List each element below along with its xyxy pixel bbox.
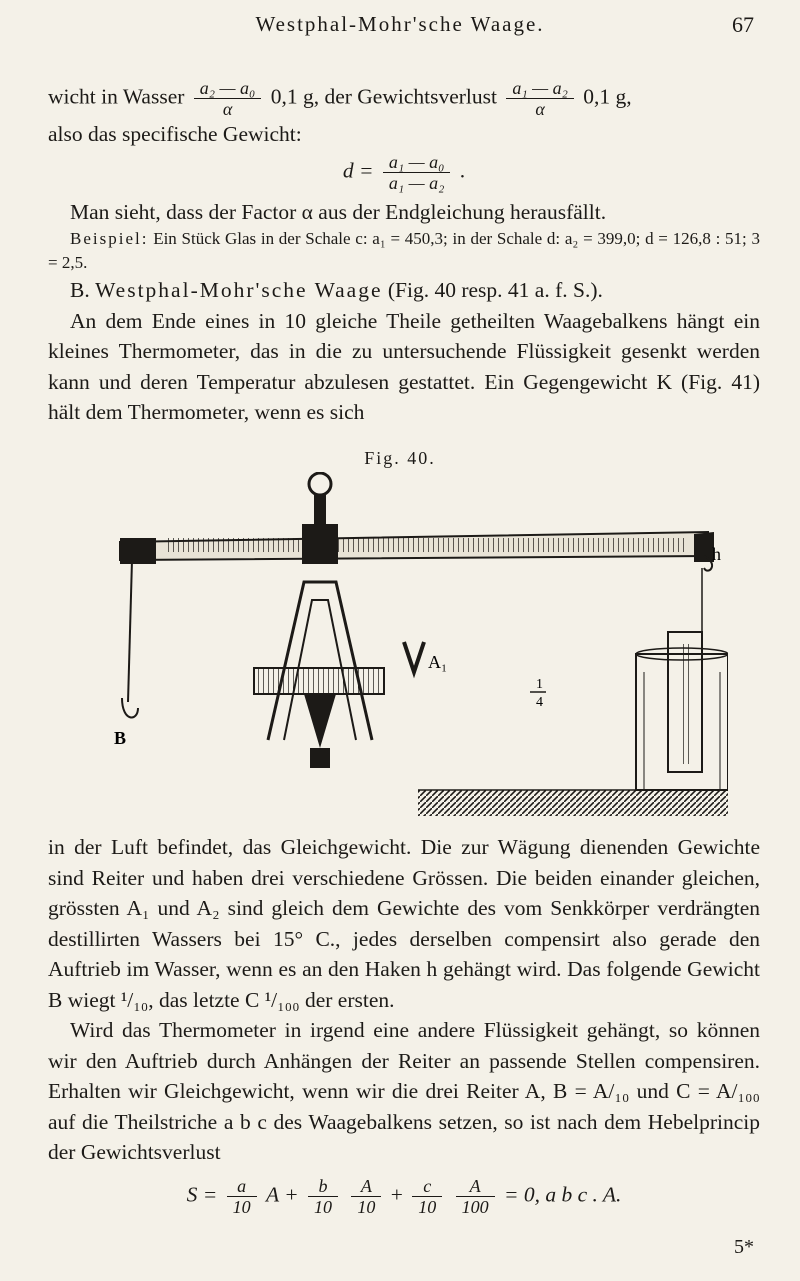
intro-line-3: Man sieht, dass der Factor α aus der Endgleichung herausfällt. bbox=[70, 199, 607, 224]
rider-a1 bbox=[404, 642, 424, 672]
fraction-numerator: A bbox=[351, 1176, 381, 1197]
fraction-numerator: a₁ — a₀ bbox=[383, 152, 451, 173]
fraction-loss-water bbox=[194, 78, 262, 119]
equation-lhs: S = bbox=[186, 1181, 218, 1206]
fraction-denominator: α bbox=[222, 99, 233, 119]
fraction-denominator: α bbox=[535, 99, 545, 119]
fraction-weight-loss bbox=[506, 78, 574, 119]
term-3b bbox=[456, 1176, 495, 1217]
text-run: 0,1 g, der Gewichtsverlust bbox=[270, 84, 497, 109]
weight-loss-equation bbox=[48, 1176, 760, 1217]
example-label: Beispiel: bbox=[70, 229, 149, 248]
label-quarter-num: 1 bbox=[536, 677, 543, 692]
section-prefix: B. bbox=[70, 278, 90, 302]
fraction-denominator: 100 bbox=[461, 1196, 489, 1217]
section-b-heading bbox=[48, 275, 760, 306]
section-title: Westphal-Mohr'sche Waage bbox=[95, 278, 383, 302]
running-head bbox=[0, 12, 800, 42]
fraction-denominator: 10 bbox=[232, 1196, 251, 1217]
page-number: 67 bbox=[732, 12, 754, 37]
equation-tail: . bbox=[459, 157, 466, 182]
signature-mark: 5* bbox=[734, 1236, 754, 1258]
intro-block bbox=[48, 78, 760, 428]
balance-illustration bbox=[108, 472, 728, 818]
running-title: Westphal-Mohr'sche Waage. bbox=[255, 12, 545, 36]
section-b-body: An dem Ende eines in 10 gleiche Theile getheilten Waagebalkens hängt ein kleines Thermometer, das in die zu untersuchende Flüssigkeit gesenkt werden kann und deren Temperatur abzulesen gestattet. Ein Gegengewicht K (Fig. 41) hält dem Thermometer, wenn es sich bbox=[48, 308, 760, 424]
term-2a bbox=[308, 1176, 338, 1217]
balance-pillar bbox=[254, 582, 384, 768]
equation-lhs: d = bbox=[342, 157, 374, 182]
intro-line-2: also das specifische Gewicht: bbox=[48, 122, 302, 146]
fraction-denominator: 10 bbox=[357, 1196, 376, 1217]
label-quarter-den: 4 bbox=[536, 695, 543, 710]
fraction-denominator: 10 bbox=[418, 1196, 437, 1217]
fraction-numerator: A bbox=[456, 1176, 495, 1197]
balance-base bbox=[418, 790, 728, 816]
term-2b bbox=[351, 1176, 381, 1217]
term-1-var: A + bbox=[265, 1181, 299, 1206]
label-b: B bbox=[114, 728, 127, 748]
intro-line-1 bbox=[48, 78, 760, 119]
balance-beam bbox=[120, 524, 714, 564]
suspension-ring bbox=[309, 473, 331, 528]
thermometer-hook bbox=[702, 556, 712, 632]
label-a1: A₁ bbox=[428, 652, 448, 672]
example-paragraph bbox=[48, 227, 760, 275]
figure-caption: Fig. 40. bbox=[364, 448, 436, 468]
text-run: wicht in Wasser bbox=[48, 84, 185, 109]
label-h: h bbox=[712, 544, 721, 564]
example-text: Ein Stück Glas in der Schale c: a₁ = 450,3; in der Schale d: a₂ = 399,0; d = 126,8 : 51; 3 = 2,5. bbox=[48, 229, 760, 272]
fraction-numerator: a bbox=[227, 1176, 257, 1197]
fraction-numerator: b bbox=[308, 1176, 338, 1197]
text-run: 0,1 g, bbox=[583, 84, 632, 109]
counterweight-hook bbox=[122, 560, 138, 717]
equation-rhs: = 0, a b c . A. bbox=[504, 1181, 622, 1206]
density-equation bbox=[48, 152, 760, 193]
fraction-denominator: 10 bbox=[313, 1196, 332, 1217]
paragraph-weights: in der Luft befindet, das Gleichgewicht. Die zur Wägung dienenden Gewichte sind Reiter und haben drei verschiedene Grössen. Die beiden einander gleichen, grössten A₁ und A₂ sind gleich dem Gewichte des vom Senkkörper verdrängten destillirten Wassers bei 15° C., jedes derselben compensirt also gerade den Auftrieb im Wasser, wenn es an den Haken h gehängt wird. Das folgende Gewicht B wiegt ¹/₁₀, das letzte C ¹/₁₀₀ der ersten. bbox=[48, 835, 760, 1012]
figure-40-balance bbox=[108, 472, 728, 818]
plus-sign: + bbox=[390, 1181, 403, 1206]
paragraph-riders: Wird das Thermometer in irgend eine andere Flüssigkeit gehängt, so können wir den Auftrieb durch Anhängen der Reiter an passende Stellen compensiren. Erhalten wir Gleichgewicht, wenn wir die drei Reiter A, B = A/₁₀ und C = A/₁₀₀ auf die Theilstriche a b c des Waagebalkens setzen, so ist nach dem Hebelprincip der Gewichtsverlust bbox=[48, 1018, 760, 1164]
term-1 bbox=[227, 1176, 257, 1217]
fraction-numerator: a₂ — a₀ bbox=[194, 78, 262, 99]
section-ref: (Fig. 40 resp. 41 a. f. S.). bbox=[387, 278, 603, 302]
fraction-numerator: a₁ — a₂ bbox=[506, 78, 574, 99]
main-text-block bbox=[48, 832, 760, 1221]
term-3a bbox=[412, 1176, 442, 1217]
fraction-numerator: c bbox=[412, 1176, 442, 1197]
fraction-denominator: a₁ — a₂ bbox=[388, 172, 445, 193]
equation-fraction bbox=[383, 152, 451, 193]
